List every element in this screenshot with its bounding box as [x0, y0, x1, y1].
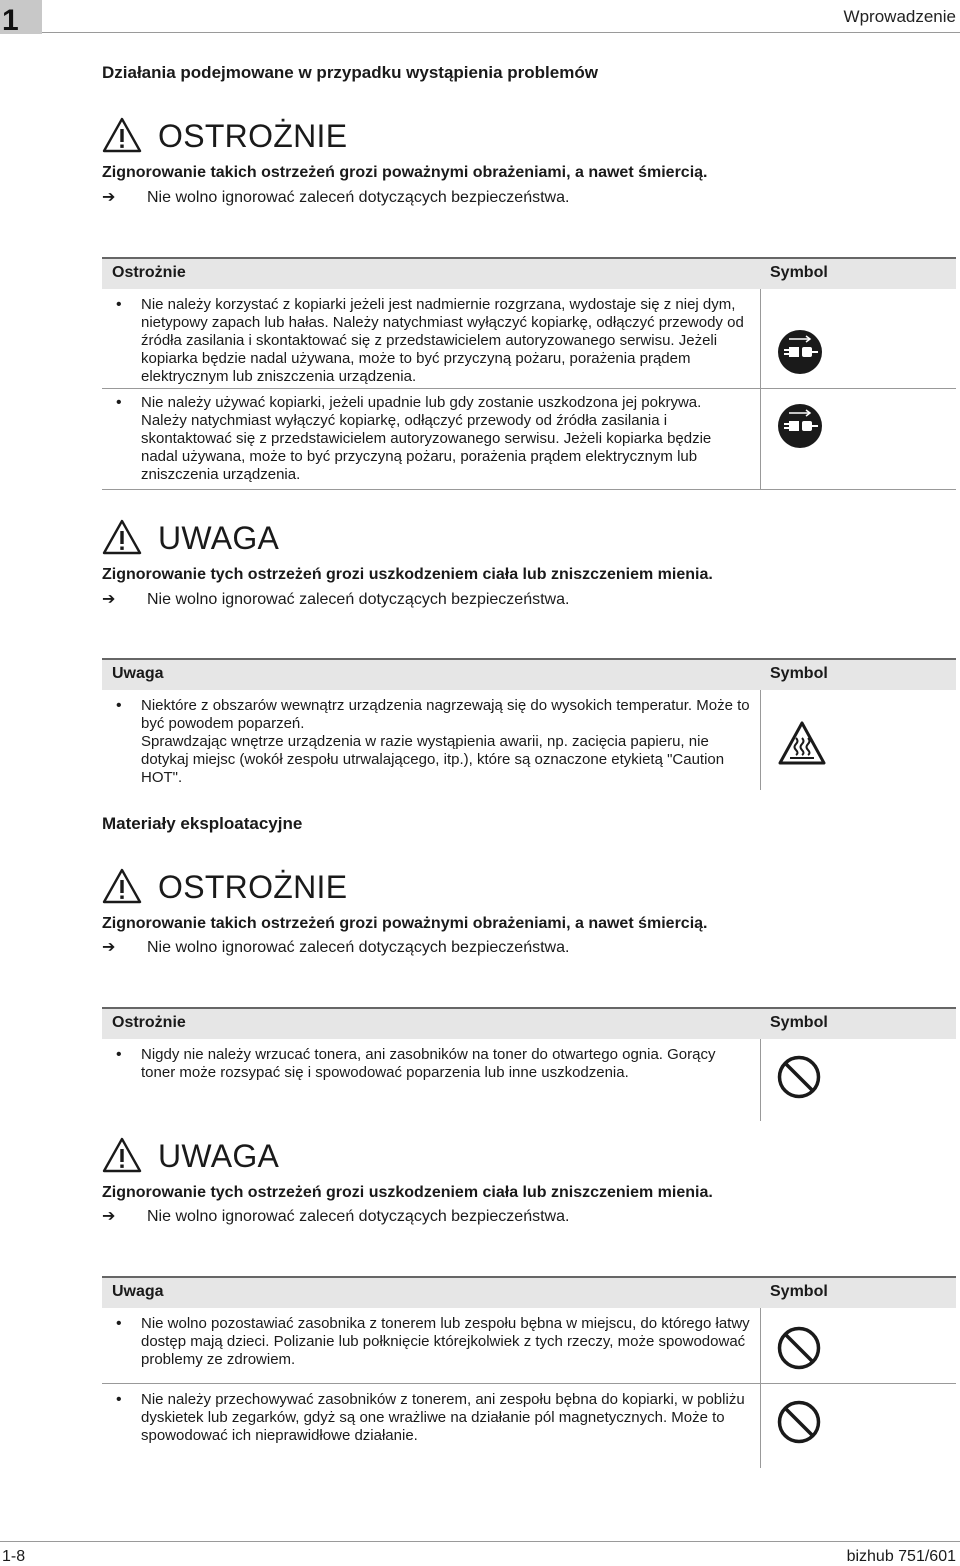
- bullet: •: [116, 1391, 122, 1408]
- page-header: [0, 0, 960, 37]
- caution-label: UWAGA: [158, 1138, 280, 1174]
- warning-description: Zignorowanie takich ostrzeżeń grozi poważnymi obrażeniami, a nawet śmiercią.: [102, 915, 708, 932]
- warning-triangle-icon: [102, 1137, 142, 1173]
- hot-surface-icon: [777, 720, 827, 766]
- arrow-icon: ➔: [102, 1208, 116, 1225]
- warning-triangle-icon: [102, 519, 142, 555]
- caution-label: UWAGA: [158, 520, 280, 556]
- row-text: Nie należy korzystać z kopiarki jeżeli jest nadmiernie rozgrzana, wydostaje się z niej dym, nietypowy zapach lub hałas. Należy natychmiast wyłączyć kopiarkę, odłączyć przewody od źródła zasilania i skontaktować się z przedstawicielem autoryzowanego serwisu. Jeżeli kopiarka będzie nadal używana, może to być przyczyną pożaru, porażenia prądem elektrycznym lub zniszczenia urządzenia.: [141, 296, 744, 385]
- header-divider: [42, 32, 960, 33]
- caution-rule-text: Nie wolno ignorować zaleceń dotyczących bezpieczeństwa.: [147, 591, 570, 608]
- warning-description: Zignorowanie takich ostrzeżeń grozi poważnymi obrażeniami, a nawet śmiercią.: [102, 164, 708, 181]
- table-row: [102, 1039, 956, 1121]
- safety-table: [102, 1276, 956, 1468]
- table-header-symbol: Symbol: [770, 1014, 828, 1031]
- prohibited-icon: [777, 1055, 821, 1099]
- table-header: [102, 658, 956, 690]
- bullet: •: [116, 296, 122, 313]
- table-header-symbol: Symbol: [770, 665, 828, 682]
- warning-triangle-icon: [102, 868, 142, 904]
- row-text: Nie wolno pozostawiać zasobnika z tonerem lub zespołu bębna w miejscu, do którego łatwy dostęp mają dzieci. Polizanie lub połknięcie którejkolwiek z tych rzeczy, może spowodować problemy ze zdrowiem.: [141, 1315, 750, 1368]
- arrow-icon: ➔: [102, 939, 116, 956]
- warning-rule: [102, 937, 569, 957]
- chapter-number: 1: [2, 4, 19, 37]
- row-text: Nie należy przechowywać zasobników z tonerem, ani zespołu bębna do kopiarki, w pobliżu dyskietek lub zegarków, gdyż są one wrażliwe na działanie pól magnetycznych. Może to spowodować ich nieprawidłowe działanie.: [141, 1391, 745, 1444]
- prohibited-icon: [777, 1400, 821, 1444]
- row-text: Nie należy używać kopiarki, jeżeli upadnie lub gdy zostanie uszkodzona jej pokrywa. Należy natychmiast wyłączyć kopiarkę, odłączyć przewody od źródła zasilania i skontaktować się z przedstawicielem autoryzowanego serwisu. Jeżeli kopiarka będzie nadal używana, może to być przyczyną pożaru, porażenia prądem elektrycznym lub zniszczenia urządzenia.: [141, 394, 712, 483]
- table-header: [102, 1276, 956, 1308]
- row-text-line1: Niektóre z obszarów wewnątrz urządzenia nagrzewają się do wysokich temperatur. Może to być powodem poparzeń.: [141, 697, 750, 732]
- bullet: •: [116, 394, 122, 411]
- table-row: [102, 1383, 956, 1468]
- section-title: Działania podejmowane w przypadku wystąpienia problemów: [102, 63, 598, 82]
- safety-table: [102, 658, 956, 790]
- caution-rule: [102, 1206, 569, 1226]
- table-header: [102, 257, 956, 289]
- table-header-caution: Ostrożnie: [112, 1014, 186, 1031]
- caution-rule: [102, 589, 569, 609]
- table-header-caution: Uwaga: [112, 1283, 164, 1300]
- header-title: Wprowadzenie: [843, 7, 956, 26]
- prohibited-icon: [777, 1326, 821, 1370]
- warning-rule: [102, 187, 569, 207]
- warning-triangle-icon: [102, 117, 142, 153]
- warning-label: OSTROŻNIE: [158, 869, 348, 905]
- unplug-icon: [777, 329, 823, 375]
- bullet: •: [116, 1046, 122, 1063]
- section-title: Materiały eksploatacyjne: [102, 814, 303, 833]
- caution-description: Zignorowanie tych ostrzeżeń grozi uszkodzeniem ciała lub zniszczeniem mienia.: [102, 1184, 713, 1201]
- table-header-caution: Uwaga: [112, 665, 164, 682]
- bullet: •: [116, 1315, 122, 1332]
- row-text: Nigdy nie należy wrzucać tonera, ani zasobników na toner do otwartego ognia. Gorący toner może rozsypać się i spowodować poparzenia lub inne uszkodzenia.: [141, 1046, 716, 1081]
- table-header-symbol: Symbol: [770, 264, 828, 281]
- arrow-icon: ➔: [102, 591, 116, 608]
- table-row: [102, 289, 956, 388]
- unplug-icon: [777, 403, 823, 449]
- warning-label: OSTROŻNIE: [158, 118, 348, 154]
- safety-table: [102, 257, 956, 490]
- table-row: [102, 1308, 956, 1383]
- bullet: •: [116, 697, 122, 714]
- table-row: [102, 388, 956, 489]
- row-text-line2: Sprawdzając wnętrze urządzenia w razie wystąpienia awarii, np. zacięcia papieru, nie dotykaj miejsc (wokół zespołu utrwalającego, itp.), które są oznaczone etykietą "Caution HOT".: [141, 733, 725, 786]
- table-header-caution: Ostrożnie: [112, 264, 186, 281]
- row-text: [141, 697, 751, 787]
- safety-table: [102, 1007, 956, 1121]
- caution-rule-text: Nie wolno ignorować zaleceń dotyczących bezpieczeństwa.: [147, 1208, 570, 1225]
- warning-rule-text: Nie wolno ignorować zaleceń dotyczących bezpieczeństwa.: [147, 189, 570, 206]
- footer-divider: [0, 1541, 960, 1542]
- table-header: [102, 1007, 956, 1039]
- table-header-symbol: Symbol: [770, 1283, 828, 1300]
- table-row: [102, 690, 956, 790]
- product-name: bizhub 751/601: [846, 1548, 956, 1565]
- page-number: 1-8: [2, 1548, 26, 1565]
- arrow-icon: ➔: [102, 189, 116, 206]
- warning-rule-text: Nie wolno ignorować zaleceń dotyczących bezpieczeństwa.: [147, 939, 570, 956]
- caution-description: Zignorowanie tych ostrzeżeń grozi uszkodzeniem ciała lub zniszczeniem mienia.: [102, 566, 713, 583]
